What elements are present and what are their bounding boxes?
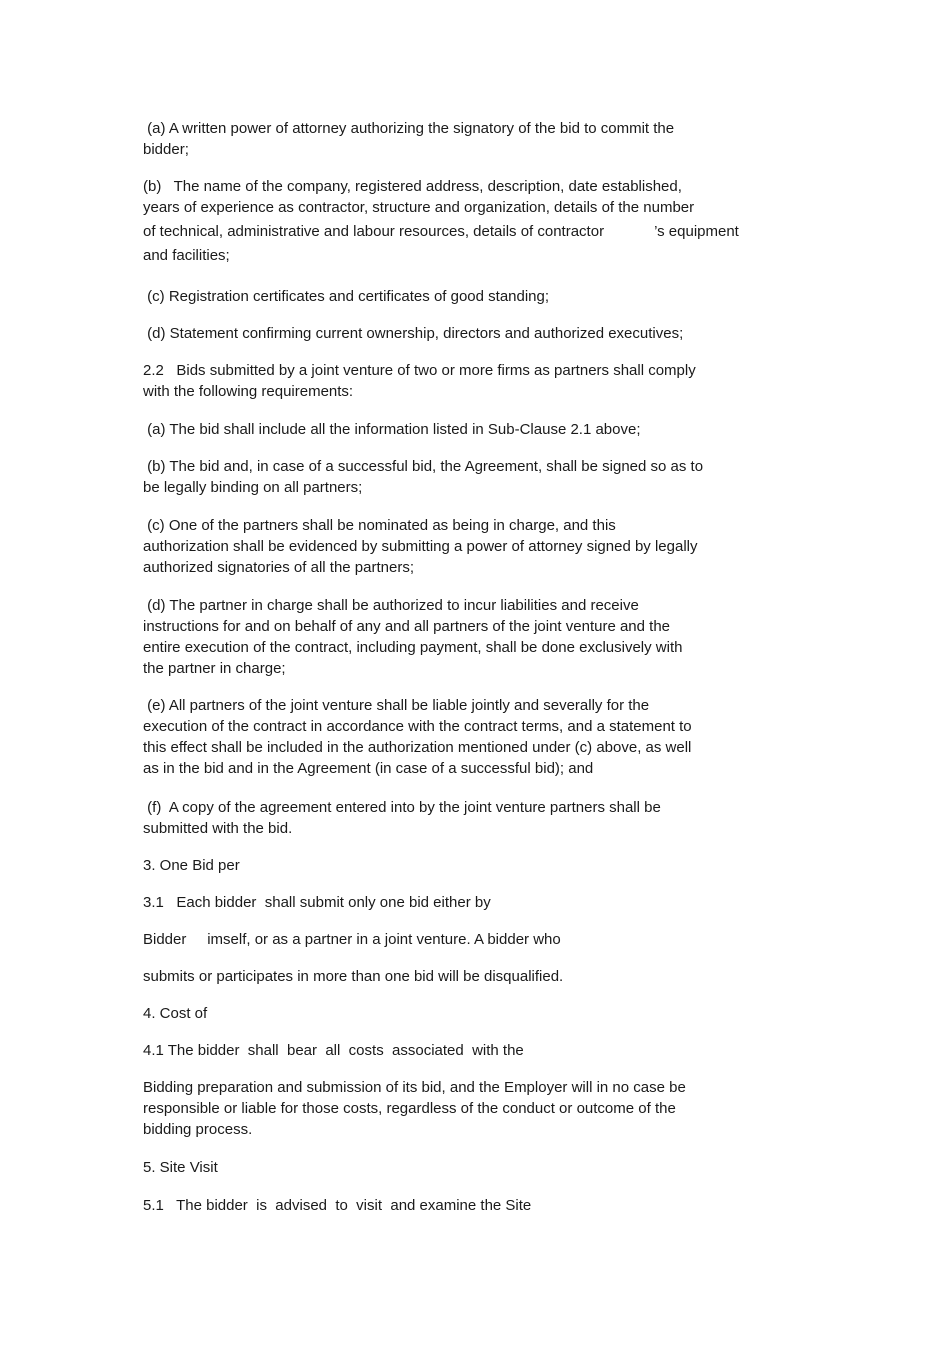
paragraph-5-1: 5.1 The bidder is advised to visit and examine the Site [143,1197,532,1214]
paragraph-c-registration: (c) Registration certificates and certificates of good standing; [143,288,550,305]
paragraph-4-1-continued: Bidding preparation and submission of its bid, and the Employer will in no case be responsible or liable for those costs, regardless of the conduct or outcome of the bidding process. [143,1079,686,1138]
paragraph-jv-a-information: (a) The bid shall include all the information listed in Sub-Clause 2.1 above; [143,421,641,438]
paragraph-jv-d-liabilities: (d) The partner in charge shall be authorized to incur liabilities and receive instructions for and on behalf of any and all partners of the joint venture and the entire execution of the contract, including payment, shall be done exclusively with the partner in charge; [143,597,683,677]
paragraph-b-company-details: (b) The name of the company, registered address, description, date established, years of experience as contractor, structure and organization, details of the number of technical, administrative and labour resources, details of contractor ’s equipment and facilities; [143,178,739,264]
paragraph-jv-e-jointly-liable: (e) All partners of the joint venture shall be liable jointly and severally for the execution of the contract in accordance with the contract terms, and a statement to this effect shall be included in the authorization mentioned under (c) above, as well as in the bid and in the Agreement (in case of a successful bid); and [143,697,692,777]
heading-one-bid-per: 3. One Bid per [143,857,240,874]
paragraph-jv-b-signed: (b) The bid and, in case of a successful bid, the Agreement, shall be signed so as to be legally binding on all partners; [143,458,704,496]
paragraph-jv-c-partner-in-charge: (c) One of the partners shall be nominated as being in charge, and this authorization shall be evidenced by submitting a power of attorney signed by legally authorized signatories of all the partners; [143,517,698,576]
heading-site-visit: 5. Site Visit [143,1159,218,1176]
paragraph-3-1: 3.1 Each bidder shall submit only one bid either by [143,894,491,911]
heading-cost-of: 4. Cost of [143,1005,208,1022]
paragraph-3-1-continued: Bidder imself, or as a partner in a joint venture. A bidder who [143,931,561,948]
paragraph-4-1: 4.1 The bidder shall bear all costs associated with the [143,1042,524,1059]
paragraph-a-power-of-attorney: (a) A written power of attorney authorizing the signatory of the bid to commit the bidder; [143,120,675,158]
paragraph-3-1-disqualified: submits or participates in more than one bid will be disqualified. [143,968,564,985]
paragraph-d-ownership: (d) Statement confirming current ownership, directors and authorized executives; [143,325,684,342]
paragraph-2-2-joint-venture: 2.2 Bids submitted by a joint venture of two or more firms as partners shall comply with the following requirements: [143,362,696,400]
paragraph-jv-f-agreement-copy: (f) A copy of the agreement entered into by the joint venture partners shall be submitted with the bid. [143,799,661,837]
